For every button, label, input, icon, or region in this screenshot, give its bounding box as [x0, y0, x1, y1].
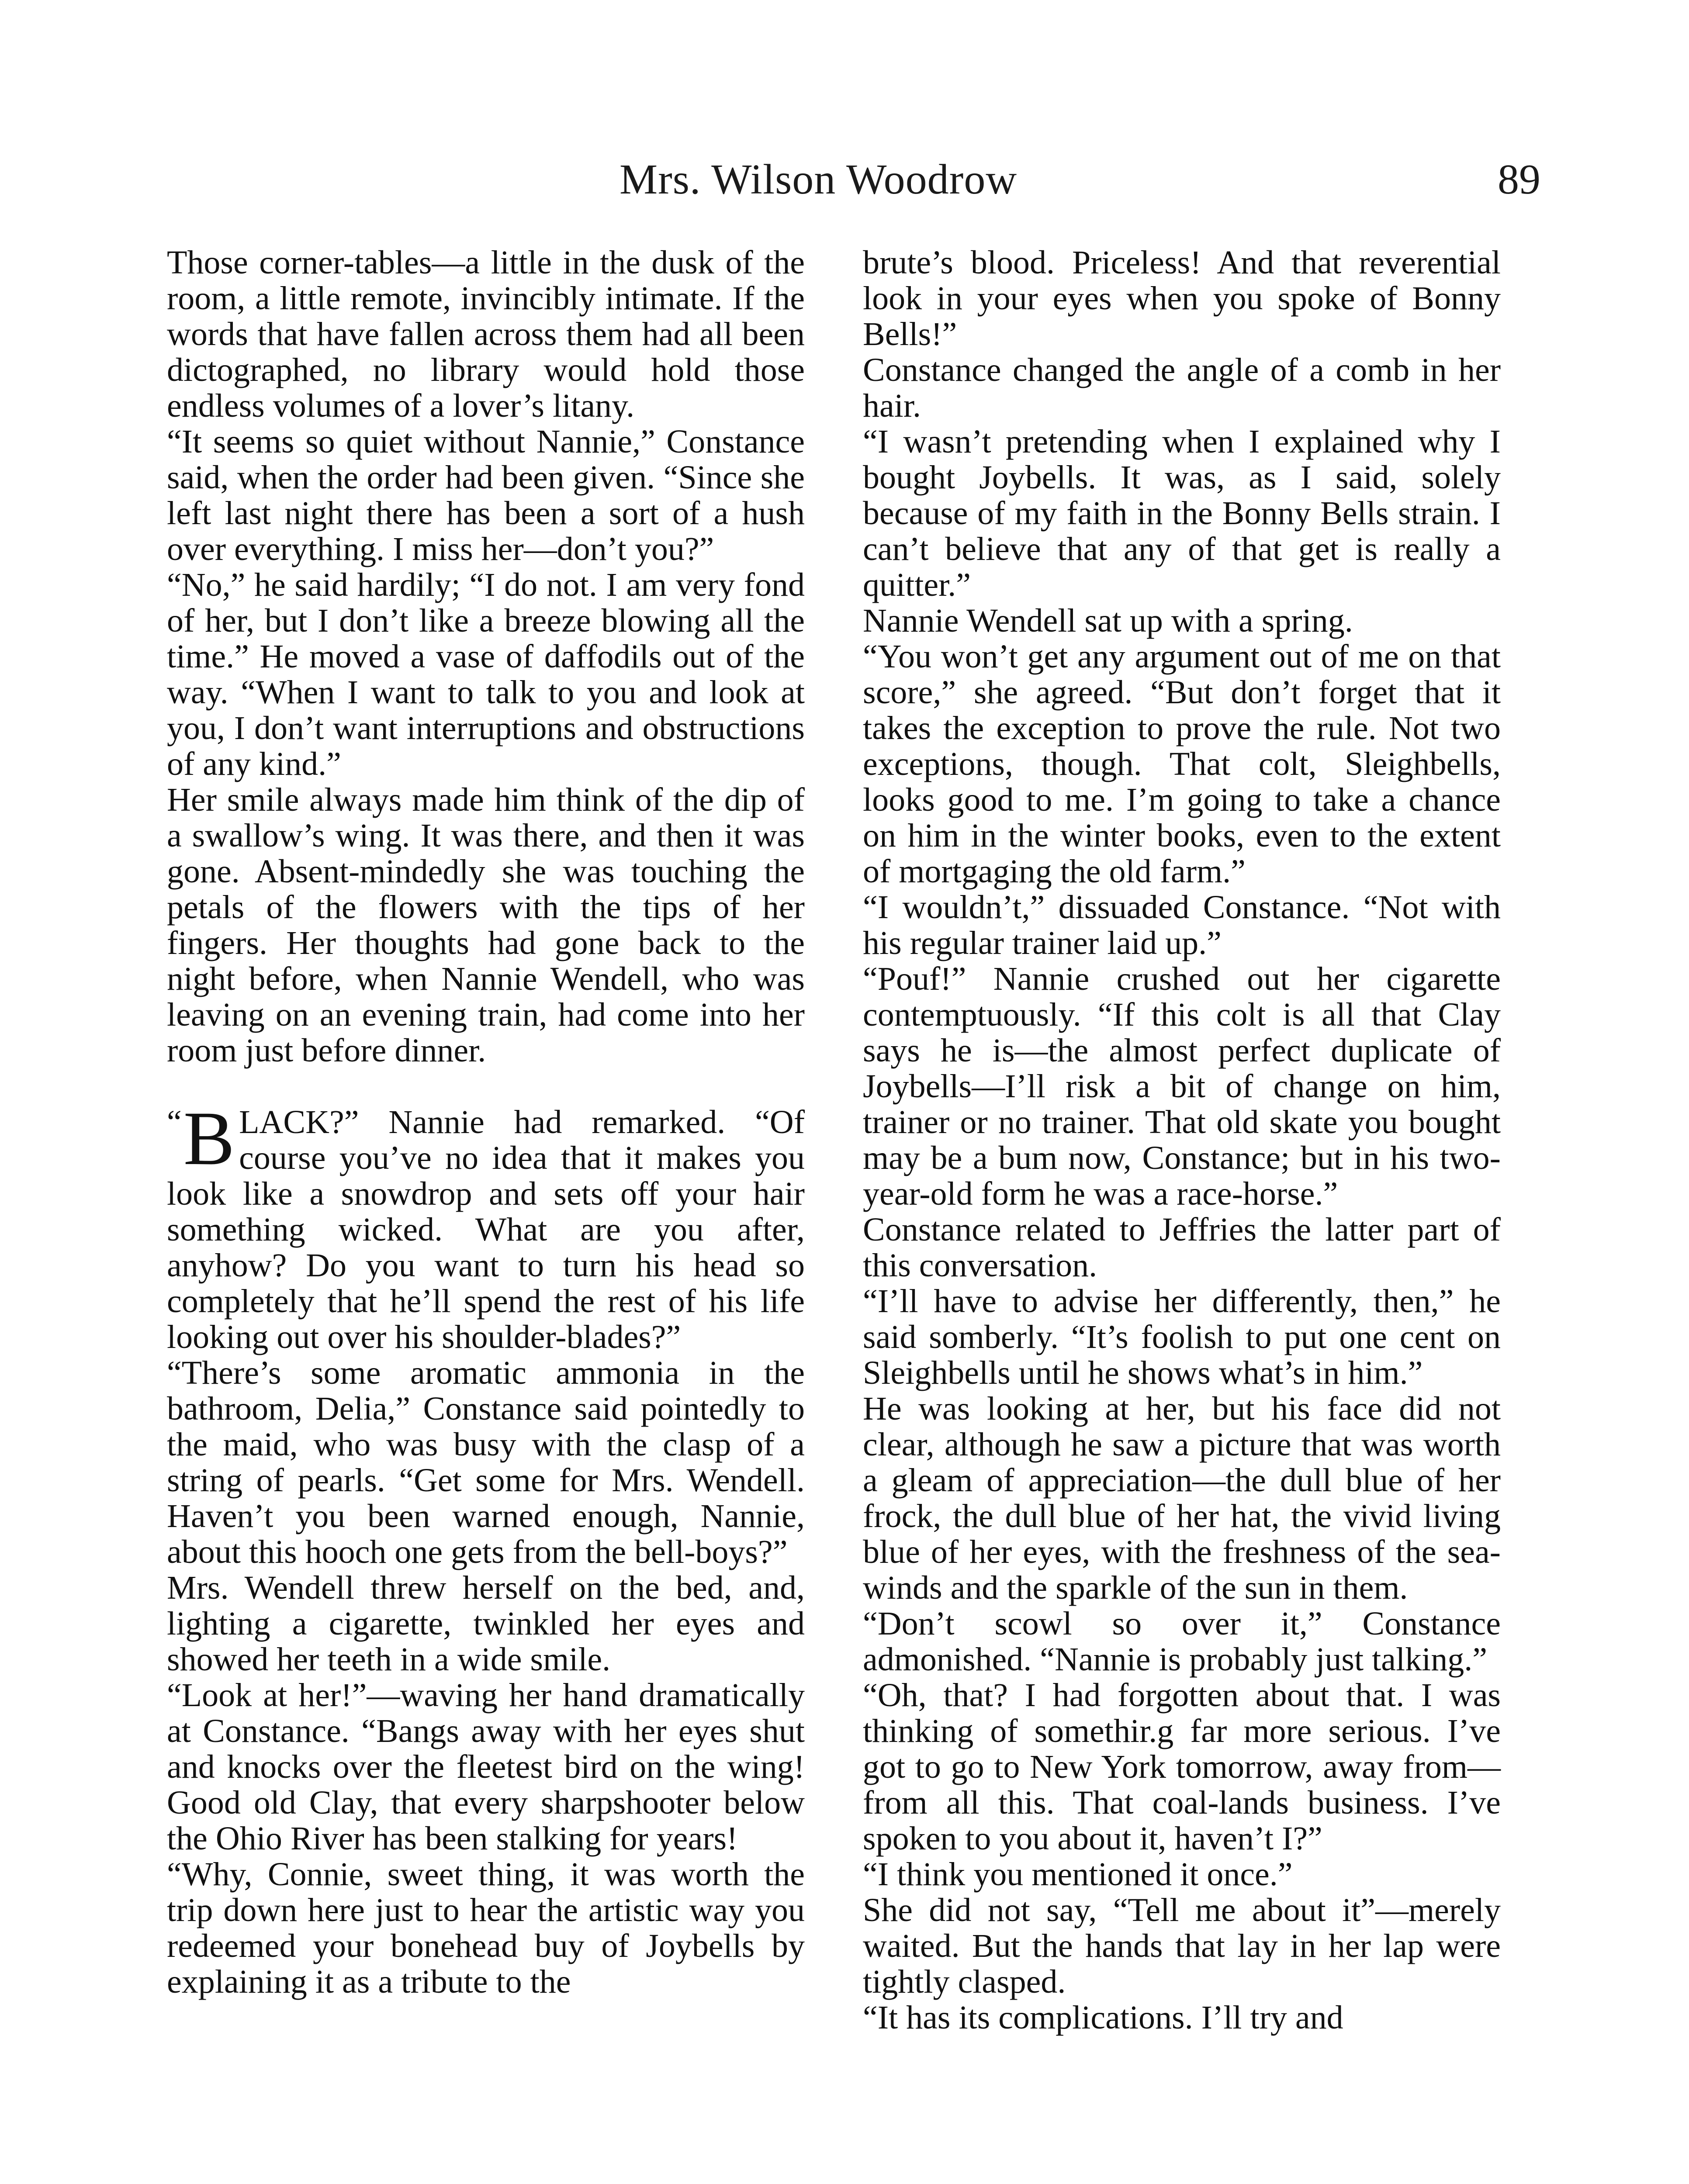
paragraph: “Why, Connie, sweet thing, it was worth the trip down here just to hear the artistic way you redeemed your bonehead buy of Joybells by explaining it as a tribute to the: [167, 1856, 805, 2000]
right-column: [863, 245, 1501, 2035]
paragraph: “No,” he said hardily; “I do not. I am very fond of her, but I don’t like a breeze blowing all the time.” He moved a vase of daffodils out of the way. “When I want to talk to you and look at you, I don’t want interruptions and obstructions of any kind.”: [167, 567, 805, 782]
paragraph: She did not say, “Tell me about it”—merely waited. But the hands that lay in her lap were tightly clasped.: [863, 1892, 1501, 2000]
paragraph: “You won’t get any argument out of me on that score,” she agreed. “But don’t forget that it takes the exception to prove the rule. Not two exceptions, though. That colt, Sleighbells, looks good to me. I’m going to take a chance on him in the winter books, even to the extent of mortgaging the old farm.”: [863, 638, 1501, 890]
paragraph: Constance changed the angle of a comb in her hair.: [863, 352, 1501, 424]
paragraph: “I wasn’t pretending when I explained why I bought Joybells. It was, as I said, solely because of my faith in the Bonny Bells strain. I can’t believe that any of that get is really a quitter.”: [863, 423, 1501, 603]
paragraph: “I’ll have to advise her differently, then,” he said somberly. “It’s foolish to put one cent on Sleighbells until he shows what’s in him.”: [863, 1283, 1501, 1391]
paragraph: “Don’t scowl so over it,” Constance admonished. “Nannie is probably just talking.”: [863, 1605, 1501, 1678]
paragraph-text: LACK?” Nannie had remarked. “Of course you’ve no idea that it makes you look like a snowdrop and sets off your hair something wicked. What are you after, anyhow? Do you want to turn his head so completely that he’ll spend the rest of his life looking out over his shoulder-blades?”: [167, 1104, 805, 1355]
paragraph: Nannie Wendell sat up with a spring.: [863, 602, 1353, 639]
drop-cap-letter: B: [183, 1096, 235, 1181]
paragraph: “It seems so quiet without Nannie,” Constance said, when the order had been given. “Since she left last night there has been a sort of a hush over everything. I miss her—don’t you?”: [167, 423, 805, 567]
paragraph: He was looking at her, but his face did not clear, although he saw a picture that was worth a gleam of appreciation—the dull blue of her frock, the dull blue of her hat, the vivid living blue of her eyes, with the freshness of the sea-winds and the sparkle of the sun in them.: [863, 1390, 1501, 1606]
running-title: Mrs. Wilson Woodrow: [620, 156, 1018, 203]
paragraph: brute’s blood. Priceless! And that reverential look in your eyes when you spoke of Bonny Bells!”: [863, 244, 1501, 352]
section-opening-paragraph: [167, 1096, 805, 1355]
paragraph: “Oh, that? I had forgotten about that. I was thinking of somethir.g far more serious. I’ve got to go to New York tomorrow, away from—from all this. That coal-lands business. I’ve spoken to you about it, haven’t I?”: [863, 1677, 1501, 1857]
paragraph: “Pouf!” Nannie crushed out her cigarette contemptuously. “If this colt is all that Clay says he is—the almost perfect duplicate of Joybells—I’ll risk a bit of change on him, trainer or no trainer. That old skate you bought may be a bum now, Constance; but in his two-year-old form he was a race-horse.”: [863, 961, 1501, 1212]
paragraph: Those corner-tables—a little in the dusk of the room, a little remote, invincibly intimate. If the words that have fallen across them had all been dictographed, no library would hold those endless volumes of a lover’s litany.: [167, 244, 805, 424]
dropcap-quote: “: [167, 1104, 182, 1140]
paragraph: “Look at her!”—waving her hand dramatically at Constance. “Bangs away with her eyes shut and knocks over the fleetest bird on the wing! Good old Clay, that every sharpshooter below the Ohio River has been stalking for years!: [167, 1677, 805, 1857]
paragraph: Her smile always made him think of the dip of a swallow’s wing. It was there, and then it was gone. Absent-mindedly she was touching the petals of the flowers with the tips of her fingers. Her thoughts had gone back to the night before, when Nannie Wendell, who was leaving on an evening train, had come into her room just before dinner.: [167, 781, 805, 1069]
paragraph: “It has its complications. I’ll try and: [863, 1999, 1343, 2036]
paragraph: Constance related to Jeffries the latter part of this conversation.: [863, 1211, 1501, 1284]
paragraph: Mrs. Wendell threw herself on the bed, and, lighting a cigarette, twinkled her eyes and showed her teeth in a wide smile.: [167, 1569, 805, 1678]
paragraph: “I wouldn’t,” dissuaded Constance. “Not with his regular trainer laid up.”: [863, 889, 1501, 961]
page-number: 89: [1498, 156, 1540, 203]
running-head: [0, 155, 1689, 207]
paragraph: “I think you mentioned it once.”: [863, 1856, 1293, 1893]
paragraph: “There’s some aromatic ammonia in the bathroom, Delia,” Constance said pointedly to the maid, who was busy with the clasp of a string of pearls. “Get some for Mrs. Wendell. Haven’t you been warned enough, Nannie, about this hooch one gets from the bell-boys?”: [167, 1355, 805, 1570]
left-column: [167, 245, 805, 2000]
